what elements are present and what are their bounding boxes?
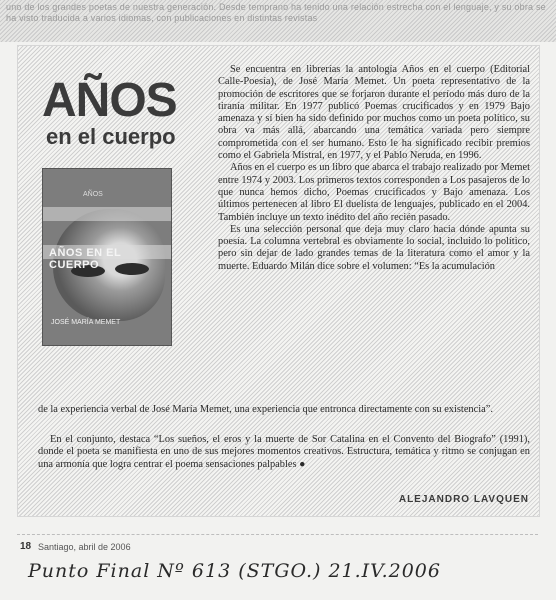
footer-divider (17, 534, 538, 535)
book-cover-image (42, 168, 172, 346)
cover-top-text: AÑOS (83, 191, 103, 198)
cover-author: JOSÉ MARÍA MEMET (51, 319, 121, 326)
article-body-wide-2 (38, 434, 530, 471)
previous-article-strip (0, 0, 556, 42)
article-body-column (218, 64, 530, 273)
cover-title: AÑOS EN EL CUERPO (49, 247, 122, 271)
page-number: 18 (20, 541, 32, 552)
article-subtitle: en el cuerpo (46, 124, 176, 149)
body-paragraph: de la experiencia verbal de José María Memet, una experiencia que entronca directamente con su existencia”. (38, 404, 493, 415)
body-paragraph: Se encuentra en librerías la antología Años en el cuerpo (Editorial Calle-Poesía), de José María Memet. Un poeta representativo de la promoción de escritores que se forjaron durante el período más duro de la tiranía militar. En 1977 publicó Poemas crucificados y en 1979 Bajo amenaza y sí bien ha sido definido por muchos como un poeta político, su obra va más allá, abarcando una temática variada pero siempre comprometida con el ser humano. Esto le ha significado recibir premios como el Gabriela Mistral, en 1977, y el Pablo Neruda, en 1996. (218, 64, 530, 162)
body-paragraph: Años en el cuerpo es un libro que abarca el trabajo realizado por Memet entre 1974 y 2003. Los primeros textos corresponden a Los pasajeros de lo que nunca hemos dicho, Poemas crucificados y Bajo amenaza. Los últimos pertenecen al libro El duelista de lenguajes, publicado en el 2004. También incluye un texto inédito del año recién pasado. (218, 162, 530, 223)
article-title: AÑOS (42, 74, 177, 127)
article-body-wide-1 (38, 404, 530, 416)
handwritten-source-note: Punto Final Nº 613 (STGO.) 21.IV.2006 (28, 560, 441, 582)
strip-text: uno de los grandes poetas de nuestra generación. Desde temprano ha tenido una relación estrecha con el lenguaje, y su obra se ha visto traducida a varios idiomas, con publicaciones en distintas revistas (6, 2, 546, 23)
cover-band-top (43, 207, 171, 221)
dateline: Santiago, abril de 2006 (38, 542, 131, 552)
book-review-article (17, 45, 540, 517)
body-paragraph: En el conjunto, destaca “Los sueños, el eros y la muerte de Sor Catalina en el Convento del Biografo” (1991), donde el poeta se manifiesta en uno de sus mejores momentos creativos. Estructura, temática y ritmo se conjugan en una armonía que logra centrar el poema sensaciones palpables ● (38, 434, 530, 470)
body-paragraph: Es una selección personal que deja muy claro hacia dónde apunta su poesía. La columna vertebral es obviamente lo social, incluido lo político, pero sin dejar de lado grandes temas de la literatura como el amor y la muerte. Eduardo Milán dice sobre el volumen: “Es la acumulación (218, 223, 530, 272)
author-signature: ALEJANDRO LAVQUEN (398, 494, 529, 505)
